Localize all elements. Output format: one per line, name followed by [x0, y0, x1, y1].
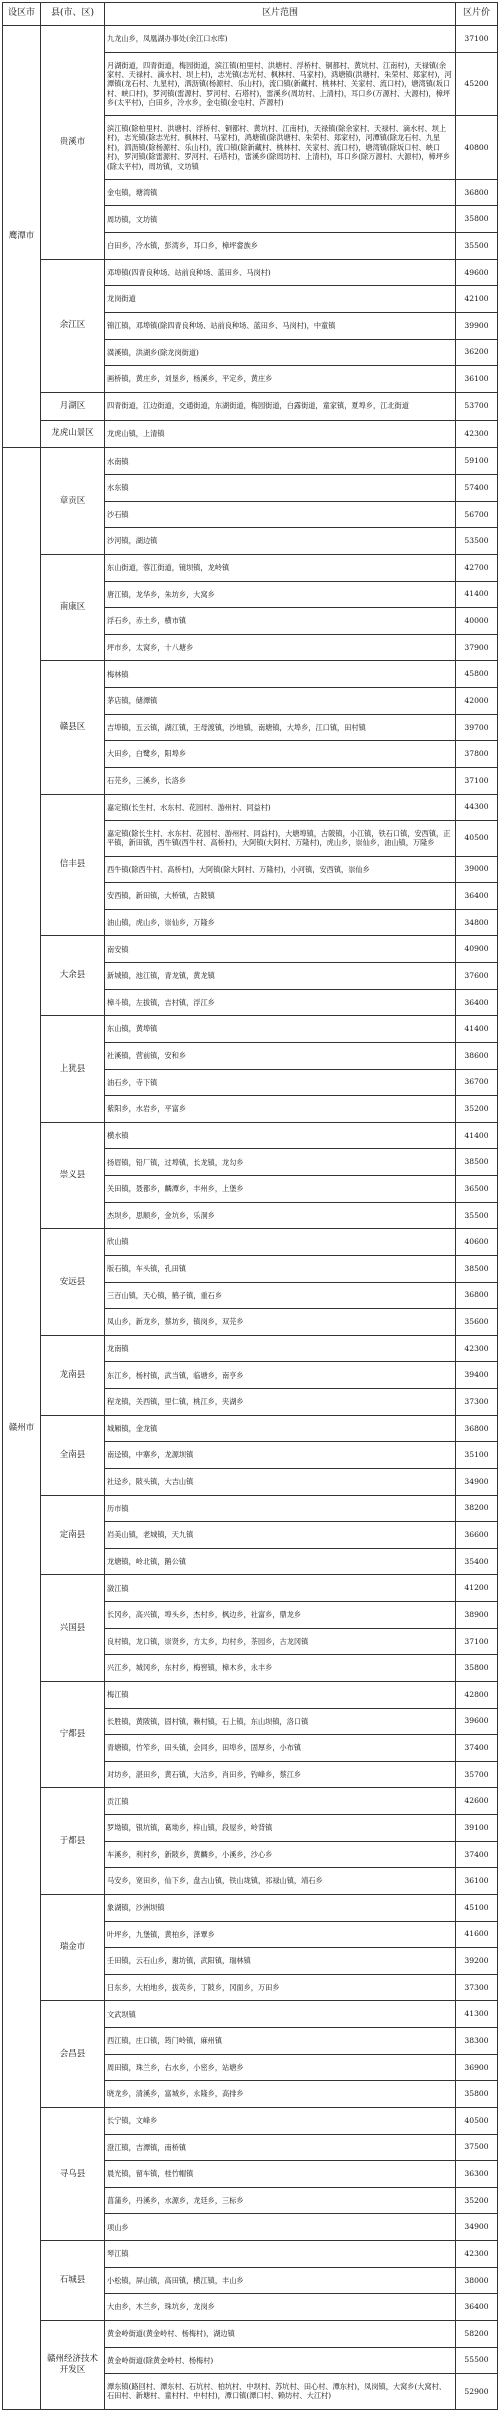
area-cell: 画桥镇，黄庄乡，刘垦乡，杨溪乡，平定乡，黄庄乡	[105, 366, 456, 393]
city-cell: 赣州市	[3, 448, 41, 2409]
area-cell: 月湖街道，四青街道，梅园街道，滨江镇(柏里村、洪塘村、浮桥村、铜都村、黄坑村、江南村)，天禄镇(余家村、天禄村、滴水村、坝上村)，志光镇(志光村、枫林村、马家村)，鸿塘镇(洪塘村、朱荣村、郑家村)，河潭镇(龙石村、九星村)，泗沥镇(杨源村、乐山村)，流口镇(新藏村、桃林村、关家村、流口村)，塘湾镇(坂口村、峡口村)，罗河镇(雷源村、罗河村、石塔村)，雷溪乡(周坊村、上清村)，耳口乡(万源村、大源村)，樟坪乡(太平村)，白田乡，冷水乡，金屯镇(金屯村、芦源村)	[105, 52, 456, 116]
price-cell: 37300	[456, 1389, 498, 1416]
price-cell: 39600	[456, 1708, 498, 1735]
price-cell: 35200	[456, 1096, 498, 1123]
area-cell: 东山街道，蓉江街道，镜坝镇，龙岭镇	[105, 554, 456, 581]
table-row	[3, 392, 498, 420]
price-cell: 38300	[456, 2028, 498, 2055]
price-cell: 35800	[456, 1655, 498, 1682]
price-cell: 38900	[456, 1602, 498, 1629]
area-cell: 社溪镇，营前镇，安和乡	[105, 1042, 456, 1069]
area-cell: 罗坳镇，银坑镇，葛坳乡，梓山镇，段屋乡，岭背镇	[105, 1815, 456, 1842]
price-cell: 35600	[456, 1309, 498, 1336]
area-cell: 程龙镇，关西镇，里仁镇，桃江乡，夹湖乡	[105, 1389, 456, 1416]
county-cell: 石城县	[41, 2241, 105, 2321]
area-cell: 关田镇，聂都乡，麟潭乡，丰州乡，上堡乡	[105, 1176, 456, 1203]
price-cell: 37100	[456, 767, 498, 794]
price-cell: 41600	[456, 1921, 498, 1948]
area-cell: 横水镇	[105, 1122, 456, 1149]
area-cell: 三百山镇，天心镇，鹤子镇，重石乡	[105, 1282, 456, 1309]
price-cell: 39200	[456, 1948, 498, 1975]
price-cell: 42800	[456, 1681, 498, 1708]
area-cell: 东山镇，黄埠镇	[105, 1016, 456, 1043]
price-cell: 58200	[456, 2320, 498, 2347]
price-cell: 40600	[456, 1229, 498, 1256]
county-cell: 章贡区	[41, 448, 105, 555]
table-row	[3, 554, 498, 581]
table-row	[3, 1016, 498, 1043]
price-cell: 40900	[456, 936, 498, 963]
area-cell: 长冈乡，高兴镇，埠头乡，杰村乡，枫边乡，社富乡，鼎龙乡	[105, 1602, 456, 1629]
county-cell: 瑞金市	[41, 1894, 105, 2001]
area-cell: 西江镇，庄口镇，筠门岭镇，麻州镇	[105, 2028, 456, 2055]
price-cell: 42300	[456, 1335, 498, 1362]
area-cell: 吉埠镇，五云镇，湖江镇，王母渡镇，沙地镇，南塘镇，大埠乡，江口镇，田村镇	[105, 714, 456, 741]
county-cell: 大余县	[41, 936, 105, 1016]
table-row	[3, 1335, 498, 1362]
area-cell: 龙南镇	[105, 1335, 456, 1362]
header-county: 县(市、区)	[41, 3, 105, 26]
area-cell: 南安镇	[105, 936, 456, 963]
price-cell: 35800	[456, 2081, 498, 2108]
area-cell: 晨光镇，留车镇，桂竹帽镇	[105, 2161, 456, 2188]
table-row	[3, 1495, 498, 1522]
price-cell: 41300	[456, 2001, 498, 2028]
price-cell: 41200	[456, 1575, 498, 1602]
price-cell: 36300	[456, 2161, 498, 2188]
area-cell: 四青街道，江边街道，交通街道，东湖街道，梅园街道，白露街道，童家镇，夏埠乡，江北街道	[105, 392, 456, 420]
price-cell: 36100	[456, 366, 498, 393]
area-cell: 嘉定镇(长生村、水东村、花园村、游州村、同益村)	[105, 794, 456, 821]
price-cell: 35100	[456, 1442, 498, 1469]
price-cell: 39700	[456, 714, 498, 741]
area-cell: 龙岗街道	[105, 286, 456, 313]
price-cell: 36400	[456, 2294, 498, 2321]
area-cell: 潋江镇	[105, 1575, 456, 1602]
area-cell: 樟斗镇，左拔镇，吉村镇，浮江乡	[105, 989, 456, 1016]
price-cell: 53500	[456, 528, 498, 555]
table-row	[3, 1788, 498, 1815]
table-row	[3, 2320, 498, 2347]
county-cell: 余江区	[41, 259, 105, 392]
area-cell: 扬眉镇，铅厂镇，过埠镇，长龙镇，龙勾乡	[105, 1149, 456, 1176]
price-cell: 35200	[456, 2187, 498, 2214]
county-cell: 宁都县	[41, 1681, 105, 1788]
price-cell: 36900	[456, 2054, 498, 2081]
price-cell: 37500	[456, 2134, 498, 2161]
header-row	[3, 3, 498, 26]
table-row	[3, 1415, 498, 1442]
area-cell: 周田镇，珠兰乡，右水乡，小密乡，站塘乡	[105, 2054, 456, 2081]
area-cell: 兴江乡，城冈乡，东村乡，梅窖镇，樟木乡，永丰乡	[105, 1655, 456, 1682]
price-cell: 49600	[456, 259, 498, 286]
price-cell: 36800	[456, 1415, 498, 1442]
table-row	[3, 448, 498, 475]
area-cell: 文武坝镇	[105, 2001, 456, 2028]
city-cell: 鹰潭市	[3, 26, 41, 448]
price-cell: 37600	[456, 963, 498, 990]
table-row	[3, 1229, 498, 1256]
area-cell: 马安乡，宽田乡，仙下乡，盘古山镇，铁山垅镇，祁禄山镇，靖石乡	[105, 1868, 456, 1895]
county-cell: 定南县	[41, 1495, 105, 1575]
area-cell: 白田乡，冷水镇，彭湾乡，耳口乡，樟坪畲族乡	[105, 233, 456, 260]
table-row	[3, 794, 498, 821]
area-cell: 黄金岭街道(除黄金岭村、杨梅村)	[105, 2347, 456, 2374]
price-cell: 37400	[456, 1735, 498, 1762]
area-cell: 晓龙乡，清溪乡，富城乡，永隆乡，高排乡	[105, 2081, 456, 2108]
table-row	[3, 1575, 498, 1602]
header-area: 区片范围	[105, 3, 456, 26]
area-cell: 安西镇，新田镇，大桥镇，古陂镇	[105, 883, 456, 910]
area-cell: 日东乡，大柏地乡，拔英乡，丁陂乡，冈面乡，万田乡	[105, 1974, 456, 2001]
price-cell: 57400	[456, 475, 498, 502]
area-cell: 水南镇	[105, 448, 456, 475]
county-cell: 赣县区	[41, 661, 105, 794]
area-cell: 周坊镇，文坊镇	[105, 206, 456, 233]
area-cell: 坪市乡，太窝乡，十八塘乡	[105, 634, 456, 661]
table-row	[3, 1122, 498, 1149]
price-cell: 52900	[456, 2374, 498, 2409]
area-cell: 紫阳乡，水岩乡，平富乡	[105, 1096, 456, 1123]
price-cell: 37900	[456, 634, 498, 661]
price-cell: 36400	[456, 883, 498, 910]
price-cell: 36200	[456, 339, 498, 366]
area-cell: 新城镇，池江镇，青龙镇，黄龙镇	[105, 963, 456, 990]
area-cell: 油石乡，寺下镇	[105, 1069, 456, 1096]
area-cell: 琴江镇	[105, 2241, 456, 2268]
area-cell: 车溪乡，利村乡，新陂乡，黄麟乡，小溪乡，沙心乡	[105, 1841, 456, 1868]
area-cell: 油山镇，虎山乡，崇仙乡，万隆乡	[105, 909, 456, 936]
area-cell: 浮石乡，赤土乡，横市镇	[105, 608, 456, 635]
county-cell: 信丰县	[41, 794, 105, 936]
county-cell: 龙南县	[41, 1335, 105, 1415]
price-cell: 38600	[456, 1042, 498, 1069]
county-cell: 兴国县	[41, 1575, 105, 1682]
area-cell: 石芫乡，三溪乡，长洛乡	[105, 767, 456, 794]
county-cell: 安远县	[41, 1229, 105, 1336]
price-cell: 36700	[456, 1069, 498, 1096]
area-cell: 叶坪乡，九堡镇，黄柏乡，泽覃乡	[105, 1921, 456, 1948]
area-cell: 东江乡，杨村镇，武当镇，临塘乡，南亨乡	[105, 1362, 456, 1389]
table-row	[3, 2241, 498, 2268]
price-cell: 36400	[456, 989, 498, 1016]
price-cell: 40000	[456, 608, 498, 635]
price-cell: 39900	[456, 312, 498, 339]
price-cell: 42700	[456, 554, 498, 581]
table-row	[3, 936, 498, 963]
area-cell: 历市镇	[105, 1495, 456, 1522]
price-cell: 41400	[456, 1122, 498, 1149]
price-cell: 36600	[456, 1522, 498, 1549]
area-cell: 梅林镇	[105, 661, 456, 688]
area-cell: 潢溪镇，洪湖乡(除龙岗街道)	[105, 339, 456, 366]
price-cell: 42600	[456, 1788, 498, 1815]
header-price: 区片价	[456, 3, 498, 26]
price-cell: 38200	[456, 1495, 498, 1522]
area-cell: 长胜镇，黄陂镇，固村镇，赖村镇，石上镇，东山坝镇，洛口镇	[105, 1708, 456, 1735]
price-cell: 38500	[456, 1255, 498, 1282]
area-cell: 青塘镇，竹笮乡，田头镇，会同乡，田埠乡，固厚乡，小布镇	[105, 1735, 456, 1762]
county-cell: 崇义县	[41, 1122, 105, 1229]
area-cell: 嘉定镇(除长生村、水东村、花园村、游州村、同益村)，大塘埠镇，古陂镇，小江镇，铁石口镇，安西镇，正平镇，新田镇，西牛镇(西牛村、高桥村)，大阿镇(大阿村、万隆村)，虎山乡，崇仙乡，油山镇，万隆乡	[105, 821, 456, 856]
county-cell: 上犹县	[41, 1016, 105, 1123]
table-row	[3, 420, 498, 448]
price-cell: 55500	[456, 2347, 498, 2374]
area-cell: 九龙山乡，凤凰湖办事处(余江口水库)	[105, 26, 456, 53]
price-table	[2, 2, 498, 2410]
price-cell: 37800	[456, 741, 498, 768]
price-cell: 40800	[456, 116, 498, 180]
area-cell: 良村镇，龙口镇，崇贤乡，方太乡，均村乡，茶园乡，古龙冈镇	[105, 1628, 456, 1655]
area-cell: 沙河镇，湖边镇	[105, 528, 456, 555]
area-cell: 版石镇，车头镇，孔田镇	[105, 1255, 456, 1282]
price-cell: 35800	[456, 206, 498, 233]
price-cell: 45800	[456, 661, 498, 688]
price-cell: 39000	[456, 856, 498, 883]
area-cell: 社迳乡，陂头镇，大吉山镇	[105, 1468, 456, 1495]
area-cell: 凤山乡，新龙乡，蔡坊乡，镇岗乡，双芫乡	[105, 1309, 456, 1336]
header-city: 设区市	[3, 3, 41, 26]
area-cell: 龙塘镇，岭北镇，鹅公镇	[105, 1548, 456, 1575]
price-cell: 37300	[456, 1974, 498, 2001]
price-cell: 44300	[456, 794, 498, 821]
price-cell: 37400	[456, 1841, 498, 1868]
area-cell: 梅江镇	[105, 1681, 456, 1708]
area-cell: 项山乡	[105, 2214, 456, 2241]
price-cell: 36500	[456, 1176, 498, 1203]
area-cell: 欣山镇	[105, 1229, 456, 1256]
price-cell: 42300	[456, 420, 498, 448]
area-cell: 对坊乡，湛田乡，黄石镇，大沽乡，肖田乡，钓峰乡，蔡江乡	[105, 1761, 456, 1788]
table-row	[3, 26, 498, 53]
area-cell: 金屯镇，塘湾镇	[105, 179, 456, 206]
area-cell: 壬田镇，云石山乡，谢坊镇，武阳镇，瑞林镇	[105, 1948, 456, 1975]
price-cell: 37100	[456, 1628, 498, 1655]
area-cell: 澄江镇，吉潭镇，南桥镇	[105, 2134, 456, 2161]
price-cell: 45200	[456, 52, 498, 116]
area-cell: 龙虎山镇，上清镇	[105, 420, 456, 448]
price-cell: 42000	[456, 688, 498, 715]
table-row	[3, 1681, 498, 1708]
area-cell: 长宁镇，文峰乡	[105, 2107, 456, 2134]
area-cell: 城厢镇，金龙镇	[105, 1415, 456, 1442]
area-cell: 贡江镇	[105, 1788, 456, 1815]
county-cell: 赣州经济技术开发区	[41, 2320, 105, 2409]
area-cell: 南迳镇，中寨乡，龙源坝镇	[105, 1442, 456, 1469]
area-cell: 邓埠镇(四青良种场、站前良种场、蓝田乡、马岗村)	[105, 259, 456, 286]
price-cell: 42300	[456, 2241, 498, 2268]
county-cell: 寻乌县	[41, 2107, 105, 2240]
area-cell: 滨江镇(除柏里村、洪塘村、浮桥村、铜都村、黄坑村、江南村)，天禄镇(除余家村、天禄村、滴水村、坝上村)，志光镇(除志光村、枫林村、马家村)，鸿塘镇(除洪塘村、朱荣村、郑家村)，河潭镇(除龙石村、九星村)，泗沥镇(除杨源村、乐山村)，流口镇(除新藏村、桃林村、关家村、流口村)，塘湾镇(除坂口村、峡口村)，罗河镇(除雷源村、罗河村、石塔村)，雷溪乡(除周坊村、上清村)，耳口乡(除万源村、大源村)，樟坪乡(除太平村)，周坊镇，文坊镇	[105, 116, 456, 180]
table-row	[3, 2001, 498, 2028]
price-cell: 34900	[456, 2214, 498, 2241]
price-cell: 59100	[456, 448, 498, 475]
area-cell: 潭东镇(路回村、潭东村、石坑村、柏坑村、中坝村、苏坑村、田心村、潭东村)，凤岗镇，大窝乡(大窝村、石田村、新塘村、童村村、中村村)，潭口镇(潭口村、赖坊村、大江村)	[105, 2374, 456, 2409]
area-cell: 菖蒲乡，丹溪乡，水源乡，龙廷乡，三标乡	[105, 2187, 456, 2214]
price-cell: 56700	[456, 501, 498, 528]
price-cell: 40500	[456, 821, 498, 856]
table-body	[3, 26, 498, 2410]
area-cell: 象湖镇，沙洲坝镇	[105, 1894, 456, 1921]
price-cell: 35500	[456, 1202, 498, 1229]
county-cell: 贵溪市	[41, 26, 105, 260]
price-cell: 37100	[456, 26, 498, 53]
table-row	[3, 259, 498, 286]
area-cell: 西牛镇(除西牛村、高桥村)，大阿镇(除大阿村、万隆村)，小河镇，安西镇，崇仙乡	[105, 856, 456, 883]
table-row	[3, 1894, 498, 1921]
table-row	[3, 661, 498, 688]
county-cell: 龙虎山景区	[41, 420, 105, 448]
price-cell: 39400	[456, 1362, 498, 1389]
price-cell: 36800	[456, 179, 498, 206]
area-cell: 唐江镇，龙华乡，朱坊乡，大窝乡	[105, 581, 456, 608]
price-cell: 39100	[456, 1815, 498, 1842]
price-cell: 35400	[456, 1548, 498, 1575]
area-cell: 小松镇，屏山镇，高田镇，横江镇，丰山乡	[105, 2267, 456, 2294]
price-cell: 38500	[456, 1149, 498, 1176]
price-cell: 45100	[456, 1894, 498, 1921]
price-cell: 41400	[456, 1016, 498, 1043]
price-cell: 41400	[456, 581, 498, 608]
price-cell: 36800	[456, 1282, 498, 1309]
county-cell: 南康区	[41, 554, 105, 661]
price-cell: 35700	[456, 1761, 498, 1788]
price-cell: 40500	[456, 2107, 498, 2134]
price-cell: 34900	[456, 1468, 498, 1495]
table-row	[3, 2107, 498, 2134]
price-cell: 42100	[456, 286, 498, 313]
price-cell: 34800	[456, 909, 498, 936]
area-cell: 大田乡，白鹭乡，阳埠乡	[105, 741, 456, 768]
price-cell: 53700	[456, 392, 498, 420]
area-cell: 锦江镇，邓埠镇(除四青良种场、站前良种场、蓝田乡、马岗村)，中童镇	[105, 312, 456, 339]
price-cell: 36100	[456, 1868, 498, 1895]
area-cell: 水东镇	[105, 475, 456, 502]
county-cell: 全南县	[41, 1415, 105, 1495]
county-cell: 月湖区	[41, 392, 105, 420]
county-cell: 会昌县	[41, 2001, 105, 2108]
area-cell: 杰坝乡，思顺乡，金坑乡，乐洞乡	[105, 1202, 456, 1229]
area-cell: 岿美山镇，老城镇，天九镇	[105, 1522, 456, 1549]
price-cell: 38000	[456, 2267, 498, 2294]
area-cell: 茅店镇，储潭镇	[105, 688, 456, 715]
area-cell: 黄金岭街道(黄金岭村、杨梅村)，湖边镇	[105, 2320, 456, 2347]
area-cell: 沙石镇	[105, 501, 456, 528]
price-cell: 35500	[456, 233, 498, 260]
area-cell: 大由乡，木兰乡，珠坑乡，龙岗乡	[105, 2294, 456, 2321]
county-cell: 于都县	[41, 1788, 105, 1895]
